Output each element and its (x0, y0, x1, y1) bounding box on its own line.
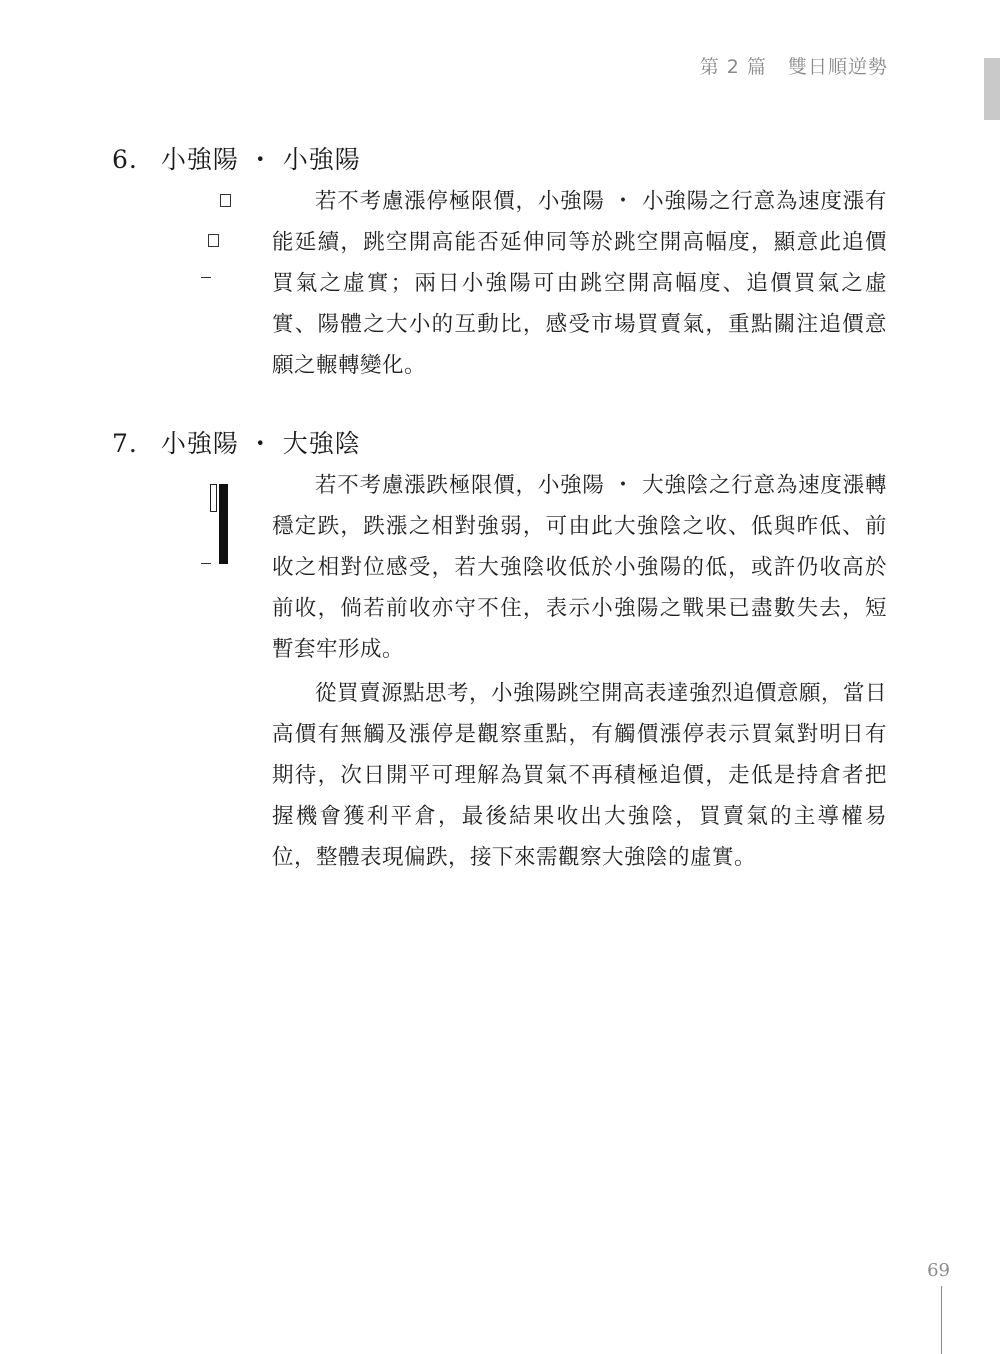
candlestick-diagram-7 (196, 478, 246, 578)
chapter-title: 雙日順逆勢 (787, 56, 888, 78)
small-bull-candle-icon (210, 484, 217, 512)
previous-close-tick (201, 563, 211, 564)
small-candle-icon (208, 234, 219, 247)
section-7-heading (112, 424, 361, 460)
previous-close-tick (201, 277, 211, 278)
paragraph: 若不考慮漲停極限價，小強陽 ・ 小強陽之行意為速度漲有能延續，跳空開高能否延伸同等於跳空開高幅度，顯意此追價買氣之虛實；兩日小強陽可由跳空開高幅度、追價買氣之虛實、陽體之大小的互動比，感受市場買賣氣，重點關注追價意願之輾轉變化。 (272, 189, 887, 378)
thumb-index-tab (984, 58, 1000, 120)
section-6-heading (112, 140, 361, 176)
page-number-rule (941, 1286, 942, 1354)
paragraph: 若不考慮漲跌極限價，小強陽 ・ 大強陰之行意為速度漲轉穩定跌，跌漲之相對強弱，可由此大強陰之收、低與昨低、前收之相對位感受，若大強陰收低於小強陽的低，或許仍收高於前收，倘若前收亦守不住，表示小強陽之戰果已盡數失去，短暫套牢形成。 (272, 473, 887, 662)
section-title: 小強陽 ・ 小強陽 (160, 145, 361, 174)
chapter-label: 第 2 篇 (699, 56, 767, 78)
small-candle-icon (220, 194, 231, 207)
big-bear-candle-icon (219, 484, 228, 564)
page-number: 69 (927, 1260, 950, 1281)
running-header (700, 52, 888, 79)
section-number: 6. (112, 145, 138, 174)
section-7-body (272, 465, 887, 878)
candlestick-diagram-6 (196, 190, 246, 290)
paragraph: 從買賣源點思考，小強陽跳空開高表達強烈追價意願，當日高價有無觸及漲停是觀察重點，有觸價漲停表示買氣對明日有期待，次日開平可理解為買氣不再積極追價，走低是持倉者把握機會獲利平倉，最後結果收出大強陰，買賣氣的主導權易位，整體表現偏跌，接下來需觀察大強陰的虛實。 (272, 681, 888, 870)
section-number: 7. (112, 429, 138, 458)
section-6-body (272, 181, 887, 386)
section-title: 小強陽 ・ 大強陰 (160, 429, 361, 458)
